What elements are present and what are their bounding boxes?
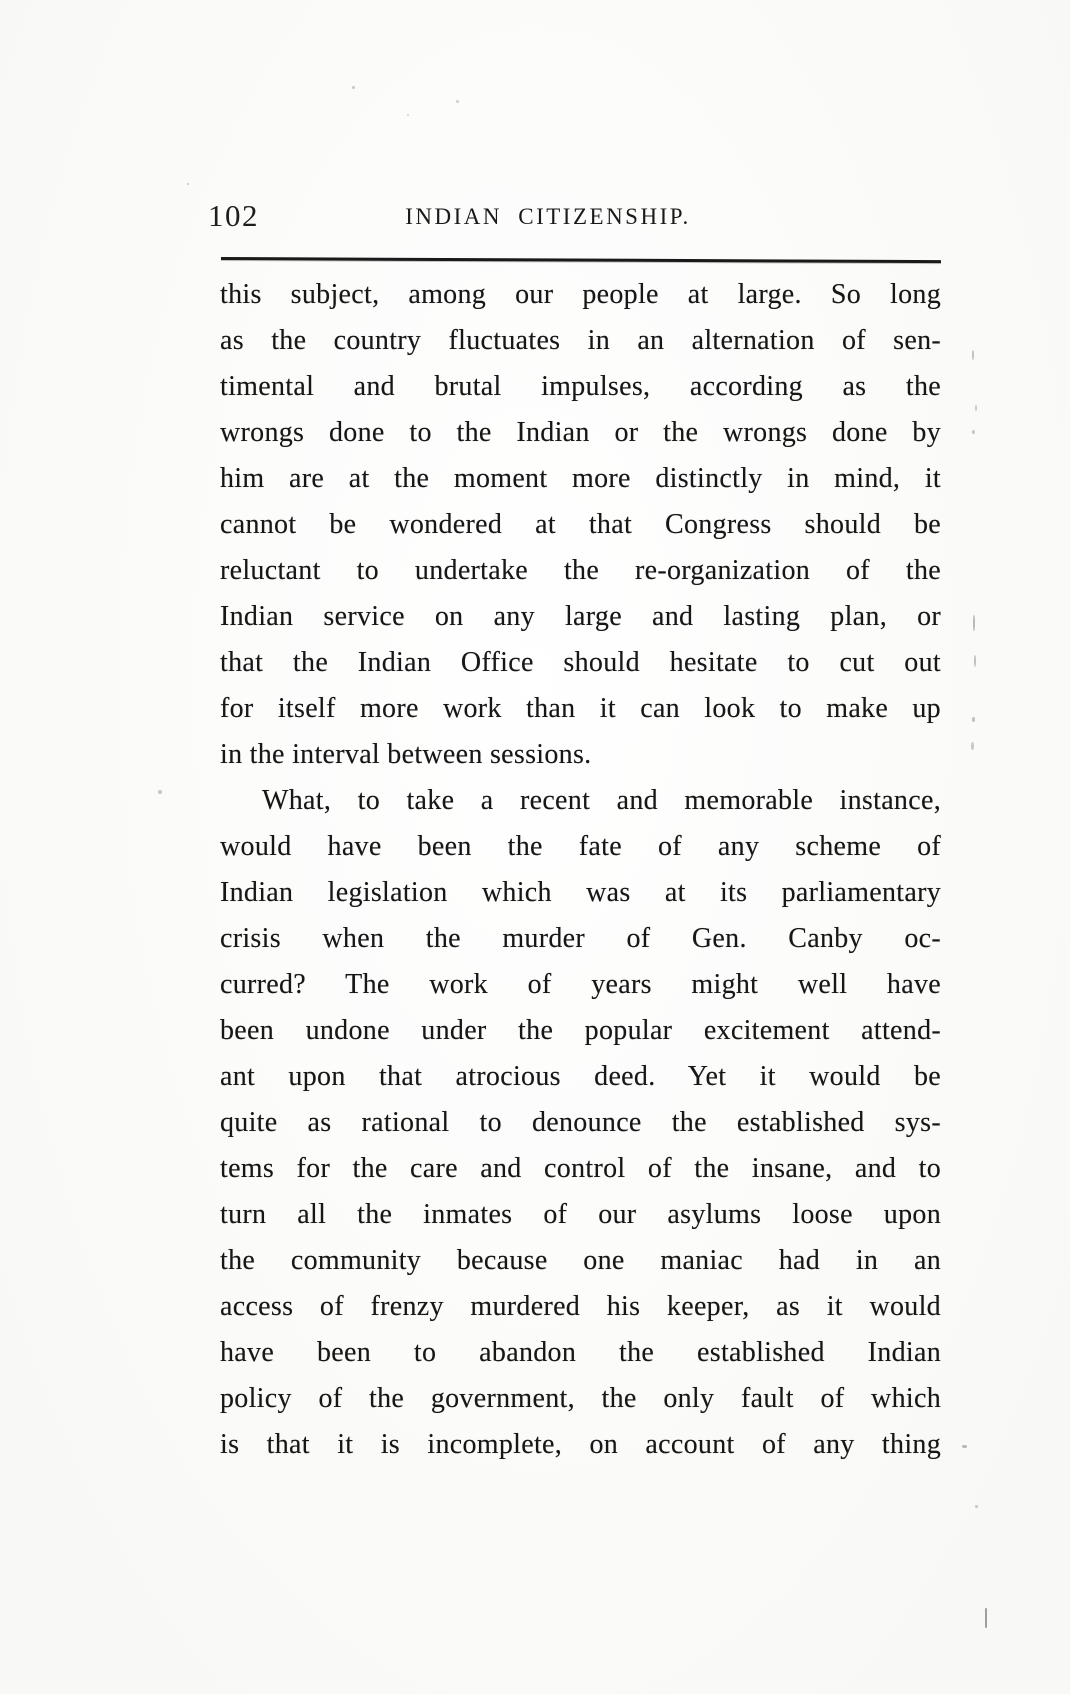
header-rule [221, 257, 941, 263]
text-line: him are at the moment more distinctly in mind, it [220, 463, 941, 494]
text-line: Indian service on any large and lasting plan, or [220, 601, 941, 632]
scan-speck [352, 86, 355, 89]
page-body [220, 272, 941, 1468]
text-line: What, to take a recent and memorable instance, [262, 785, 941, 816]
running-header-title: INDIAN CITIZENSHIP. [405, 204, 691, 229]
text-line: this subject, among our people at large. So long [220, 279, 941, 310]
scan-speck [962, 1445, 967, 1448]
page-number: 102 [208, 198, 259, 233]
scan-speck [456, 100, 459, 103]
scan-speck [187, 183, 189, 185]
text-line: have been to abandon the established Indian [220, 1337, 941, 1368]
scan-speck [863, 797, 867, 801]
paragraph [220, 272, 941, 778]
paragraph [220, 778, 941, 1468]
text-line: in the interval between sessions. [220, 739, 592, 770]
scan-speck [975, 405, 977, 411]
text-line: reluctant to undertake the re-organization of the [220, 555, 941, 586]
text-line: timental and brutal impulses, according as the [220, 371, 941, 402]
text-line: crisis when the murder of Gen. Canby oc- [220, 923, 941, 954]
text-line: wrongs done to the Indian or the wrongs done by [220, 417, 941, 448]
text-line: curred? The work of years might well have [220, 969, 941, 1000]
text-line: for itself more work than it can look to make up [220, 693, 941, 724]
text-line: tems for the care and control of the insane, and to [220, 1153, 941, 1184]
scan-speck [158, 790, 162, 794]
scan-speck [985, 1608, 987, 1628]
text-line: turn all the inmates of our asylums loose upon [220, 1199, 941, 1230]
text-line: Indian legislation which was at its parliamentary [220, 877, 941, 908]
scan-speck [974, 655, 976, 667]
text-line: that the Indian Office should hesitate to cut out [220, 647, 941, 678]
text-line: cannot be wondered at that Congress should be [220, 509, 941, 540]
scan-speck [975, 1505, 978, 1508]
text-line: as the country fluctuates in an alternation of sen- [220, 325, 941, 356]
text-line: is that it is incomplete, on account of any thing [220, 1429, 941, 1460]
text-line: been undone under the popular excitement attend- [220, 1015, 941, 1046]
page-header [208, 196, 888, 238]
text-line: quite as rational to denounce the established sys- [220, 1107, 941, 1138]
scan-speck [972, 350, 974, 360]
text-line: policy of the government, the only fault of which [220, 1383, 941, 1414]
scan-speck [971, 742, 974, 750]
scan-speck [972, 430, 975, 434]
text-line: would have been the fate of any scheme of [220, 831, 941, 862]
text-line: ant upon that atrocious deed. Yet it would be [220, 1061, 941, 1092]
scan-speck [407, 114, 409, 116]
text-line: the community because one maniac had in an [220, 1245, 941, 1276]
scan-speck [973, 615, 975, 631]
scan-speck [972, 717, 975, 722]
text-line: access of frenzy murdered his keeper, as it would [220, 1291, 941, 1322]
